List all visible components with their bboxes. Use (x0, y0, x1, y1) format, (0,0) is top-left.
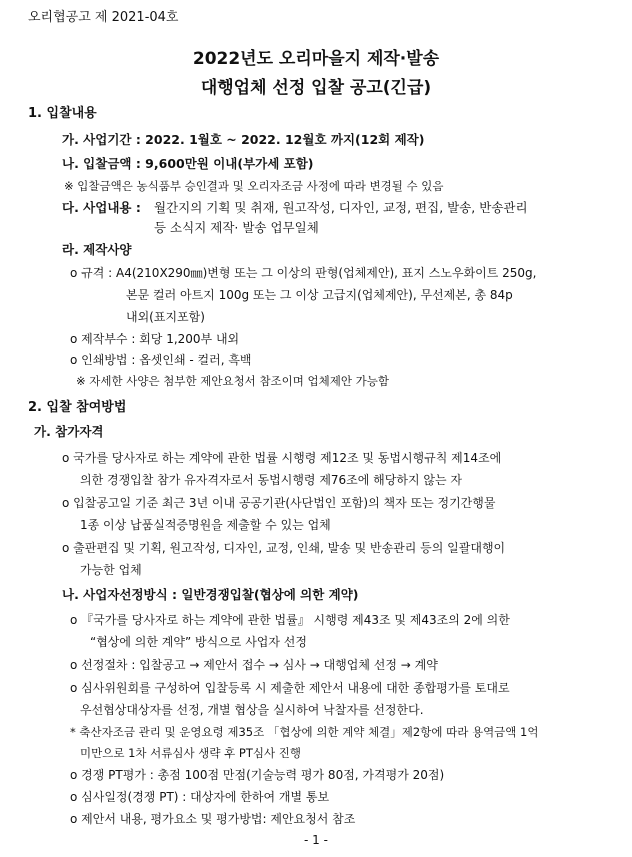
print-quantity: o 제작부수 : 회당 1,200부 내외 (70, 332, 240, 346)
document-number: 오리협공고 제 2021-04호 (28, 10, 179, 25)
qualification-2-line-1: o 입찰공고일 기준 최근 3년 이내 공공기관(사단법인 포함)의 책자 또는 정기간행물 (62, 496, 496, 510)
title-line-2: 대행업체 선정 입찰 공고(긴급) (200, 78, 432, 98)
section-2-heading: 2. 입찰 참여방법 (28, 400, 127, 415)
bid-amount: 나. 입찰금액 : 9,600만원 이내(부가세 포함) (62, 156, 314, 171)
section-1-heading: 1. 입찰내용 (28, 106, 97, 121)
qualification-heading: 가. 참가자격 (34, 424, 104, 439)
qualification-2-line-2: 1종 이상 납품실적증명원을 제출할 수 있는 업체 (80, 518, 331, 532)
method-4-line-2: 미만으로 1차 서류심사 생략 후 PT심사 진행 (80, 746, 301, 760)
scope-line-2: 등 소식지 제작· 발송 업무일체 (154, 220, 319, 235)
spec-line-3: 내외(표지포함) (126, 310, 205, 324)
scope-label: 다. 사업내용 : (62, 200, 141, 215)
print-method: o 인쇄방법 : 옵셋인쇄 - 컬러, 흑백 (70, 353, 252, 367)
method-4-line-1: * 축산자조금 관리 및 운영요령 제35조 「협상에 의한 계약 체결」제2항에 따라 용역금액 1억 (70, 725, 539, 739)
spec-note: ※ 자세한 사양은 첨부한 제안요청서 참조이며 업체제안 가능함 (76, 374, 389, 388)
pt-evaluation: o 경쟁 PT평가 : 총점 100점 만점(기술능력 평가 80점, 가격평가 20점) (70, 768, 445, 782)
selection-procedure: o 선정절차 : 입찰공고 → 제안서 접수 → 심사 → 대행업체 선정 → 계약 (70, 658, 438, 672)
pt-schedule: o 심사일정(경쟁 PT) : 대상자에 한하여 개별 통보 (70, 790, 330, 804)
spec-line-2: 본문 컬러 아트지 100g 또는 그 이상 고급지(업체제안), 무선제본, 총 84p (126, 288, 513, 302)
qualification-3-line-1: o 출판편집 및 기획, 원고작성, 디자인, 교정, 인쇄, 발송 및 반송관리 등의 일괄대행이 (62, 541, 506, 555)
qualification-1-line-2: 의한 경쟁입찰 참가 유자격자로서 동법시행령 제76조에 해당하지 않는 자 (80, 473, 462, 487)
method-1-line-1: o 『국가를 당사자로 하는 계약에 관한 법률』 시행령 제43조 및 제43조의 2에 의한 (70, 613, 510, 627)
period: 가. 사업기간 : 2022. 1월호 ~ 2022. 12월호 까지(12회 제작) (62, 132, 425, 147)
method-3-line-1: o 심사위원회를 구성하여 입찰등록 시 제출한 제안서 내용에 대한 종합평가를 토대로 (70, 681, 510, 695)
spec-heading: 라. 제작사양 (62, 242, 132, 257)
method-3-line-2: 우선협상대상자를 선정, 개별 협상을 실시하여 낙찰자를 선정한다. (80, 703, 424, 717)
qualification-3-line-2: 가능한 업체 (80, 563, 142, 577)
method-1-line-2: “협상에 의한 계약” 방식으로 사업자 선정 (90, 635, 307, 649)
scope-line-1: 월간지의 기획 및 취재, 원고작성, 디자인, 교정, 편집, 발송, 반송관리 (154, 200, 528, 215)
title-line-1: 2022년도 오리마을지 제작·발송 (192, 49, 440, 69)
selection-method-heading: 나. 사업자선정방식 : 일반경쟁입찰(협상에 의한 계약) (62, 587, 359, 602)
bid-amount-note: ※ 입찰금액은 농식품부 승인결과 및 오리자조금 사정에 따라 변경될 수 있음 (64, 179, 444, 193)
proposal-reference: o 제안서 내용, 평가요소 및 평가방법: 제안요청서 참조 (70, 812, 356, 826)
qualification-1-line-1: o 국가를 당사자로 하는 계약에 관한 법률 시행령 제12조 및 동법시행규칙 제14조에 (62, 451, 502, 465)
page-number: - 1 - (304, 833, 328, 847)
spec-line-1: o 규격 : A4(210X290㎜)변형 또는 그 이상의 판형(업체제안), 표지 스노우화이트 250g, (70, 266, 537, 280)
